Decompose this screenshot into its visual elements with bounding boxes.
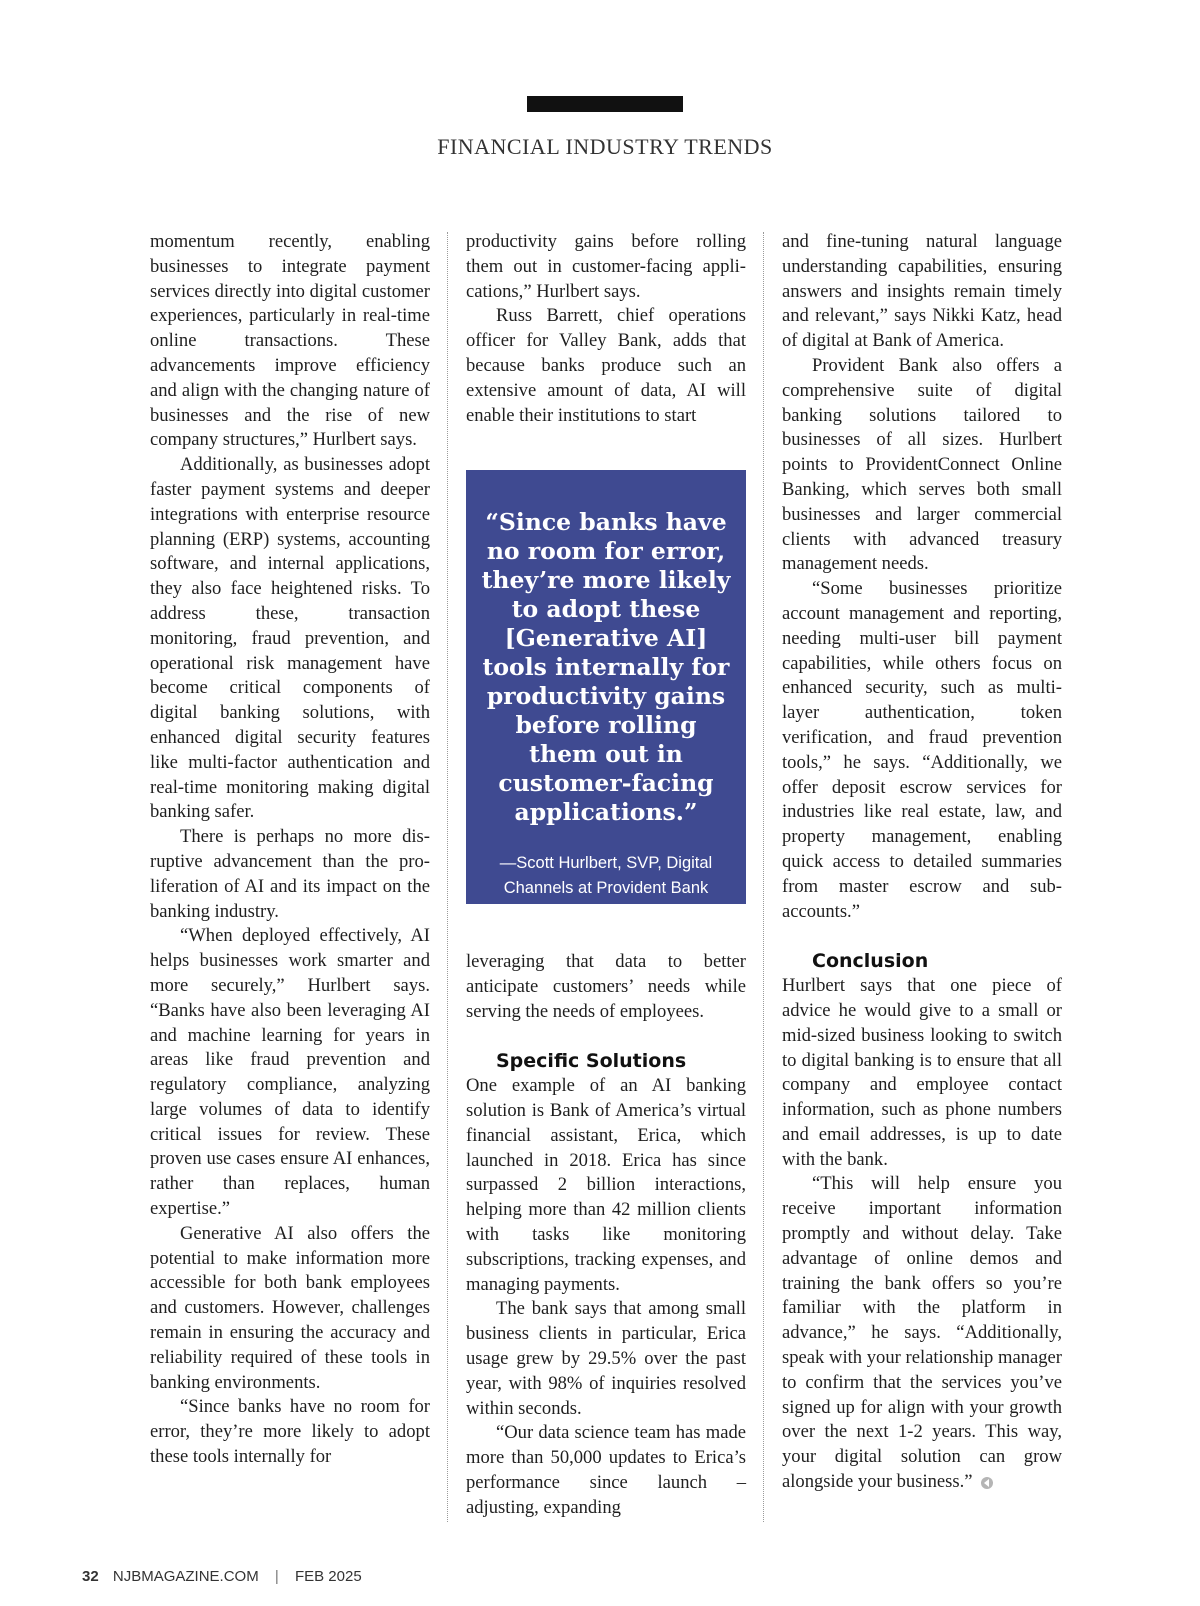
paragraph: Provident Bank also offers a comprehensive suite of digital banking solutions tailored to businesses of all sizes. Hurlbert points to ProvidentConnect Online Banking, which serves both small businesses and larger commercial clients with advanced treasury management needs. bbox=[782, 354, 1062, 575]
column-divider bbox=[447, 232, 448, 1522]
paragraph: Additionally, as businesses adopt faster payment systems and deeper integrations with enterprise resource planning (ERP) systems, accounting software, and internal applications, they also face heightened risks. To address these, transaction monitoring, fraud prevention, and operational risk management have become critical components of digital banking solutions, with enhanced digital security features like multi-factor authentication and real-time monitoring making digital banking safer. bbox=[150, 454, 430, 823]
footer-issue-date: FEB 2025 bbox=[294, 1568, 362, 1585]
footer-separator: | bbox=[274, 1568, 279, 1585]
end-of-article-icon bbox=[981, 1477, 993, 1489]
pull-quote-attribution: —Scott Hurlbert, SVP, Digital Channels at Provident Bank bbox=[499, 854, 713, 897]
page-number: 32 bbox=[82, 1568, 99, 1585]
paragraph: Russ Barrett, chief operations officer for Valley Bank, adds that because banks produce such an extensive amount of data, AI will enable their institutions to start bbox=[466, 305, 746, 426]
paragraph: One example of an AI banking solution is Bank of America’s virtual financial assistant, Erica, which launched in 2018. Erica has since surpassed 2 billion interactions, helping more than 42 million clients with tasks like monitoring subscriptions, tracking expenses, and managing payments. bbox=[466, 1075, 746, 1295]
paragraph: There is perhaps no more disruptive advancement than the proliferation of AI and its impact on the banking industry. bbox=[150, 826, 430, 922]
paragraph: and fine-tuning natural language understanding capabilities, ensuring answers and insights remain timely and relevant,” says Nikki Katz, head of digital at Bank of America. bbox=[782, 231, 1062, 352]
article-column-3 bbox=[782, 230, 1062, 1495]
paragraph: momentum recently, enabling businesses to integrate payment services directly into digital customer experiences, particularly in real-time online transactions. These advancements improve efficiency and align with the changing nature of businesses and the rise of new company structures,” Hurlbert says. bbox=[150, 231, 430, 451]
article-column-2-bottom bbox=[466, 950, 746, 1521]
paragraph: Generative AI also offers the potential to make information more accessible for both bank employees and customers. However, challenges remain in ensuring the accuracy and reliability required of these tools in banking environments. bbox=[150, 1222, 430, 1393]
paragraph: “Since banks have no room for error, they’re more likely to adopt these tools internally for bbox=[150, 1396, 430, 1468]
section-marker-bar bbox=[527, 96, 683, 112]
article-column-2-top bbox=[466, 230, 746, 428]
column-divider bbox=[763, 232, 764, 1522]
paragraph bbox=[782, 1172, 1062, 1494]
paragraph: Hurlbert says that one piece of advice he would give to a small or mid-sized business looking to switch to digital banking is to ensure that all company and employee contact information, such as phone numbers and email addresses, is up to date with the bank. bbox=[782, 975, 1062, 1170]
subheading-conclusion: Conclusion bbox=[812, 950, 929, 973]
paragraph-text: “This will help ensure you receive important information promptly and without delay. Take advantage of online demos and training the bank offers so you’re familiar with the platform in advance,” he says. “Additionally, speak with your relationship manager to confirm that the services you’ve signed up for align with your growth over the next 1-2 years. This way, your digital solution can grow alongside your business.” bbox=[782, 1173, 1062, 1493]
paragraph: The bank says that among small business clients in particular, Erica usage grew by 29.5% over the past year, with 98% of inquiries resolved within seconds. bbox=[466, 1298, 746, 1419]
subheading-specific-solutions: Specific Solutions bbox=[496, 1050, 687, 1073]
paragraph: “Our data science team has made more than 50,000 updates to Erica’s performance since launch – adjusting, expanding bbox=[466, 1422, 746, 1518]
paragraph: productivity gains before rolling them out in customer-facing applications,” Hurlbert says. bbox=[466, 231, 746, 302]
paragraph: leveraging that data to better anticipate customers’ needs while serving the needs of employees. bbox=[466, 951, 746, 1022]
paragraph: “When deployed effectively, AI helps businesses work smarter and more securely,” Hurlbert says. “Banks have also been leveraging AI and machine learning for years in areas like fraud prevention and regulatory compliance, analyzing large volumes of data to identify critical issues for review. These proven use cases ensure AI enhances, rather than replaces, human expertise.” bbox=[150, 925, 430, 1220]
pull-quote bbox=[466, 470, 746, 904]
paragraph: “Some businesses prioritize account management and reporting, needing multi-user bill payment capabilities, while others focus on enhanced security, such as multi-layer authentication, token verification, and fraud prevention tools,” he says. “Additionally, we offer deposit escrow services for industries like real estate, law, and property management, enabling quick access to detailed summaries from master escrow and sub-accounts.” bbox=[782, 578, 1062, 922]
section-title: FINANCIAL INDUSTRY TRENDS bbox=[437, 134, 773, 159]
footer-site: NJBMAGAZINE.COM bbox=[112, 1568, 259, 1585]
pull-quote-text: “Since banks have no room for error, they’re more likely to adopt these [Generative AI] tools internally for productivity gains before rolling them out in customer-facing applications.” bbox=[481, 508, 731, 826]
article-column-1 bbox=[150, 230, 430, 1470]
page-footer bbox=[82, 1568, 362, 1585]
